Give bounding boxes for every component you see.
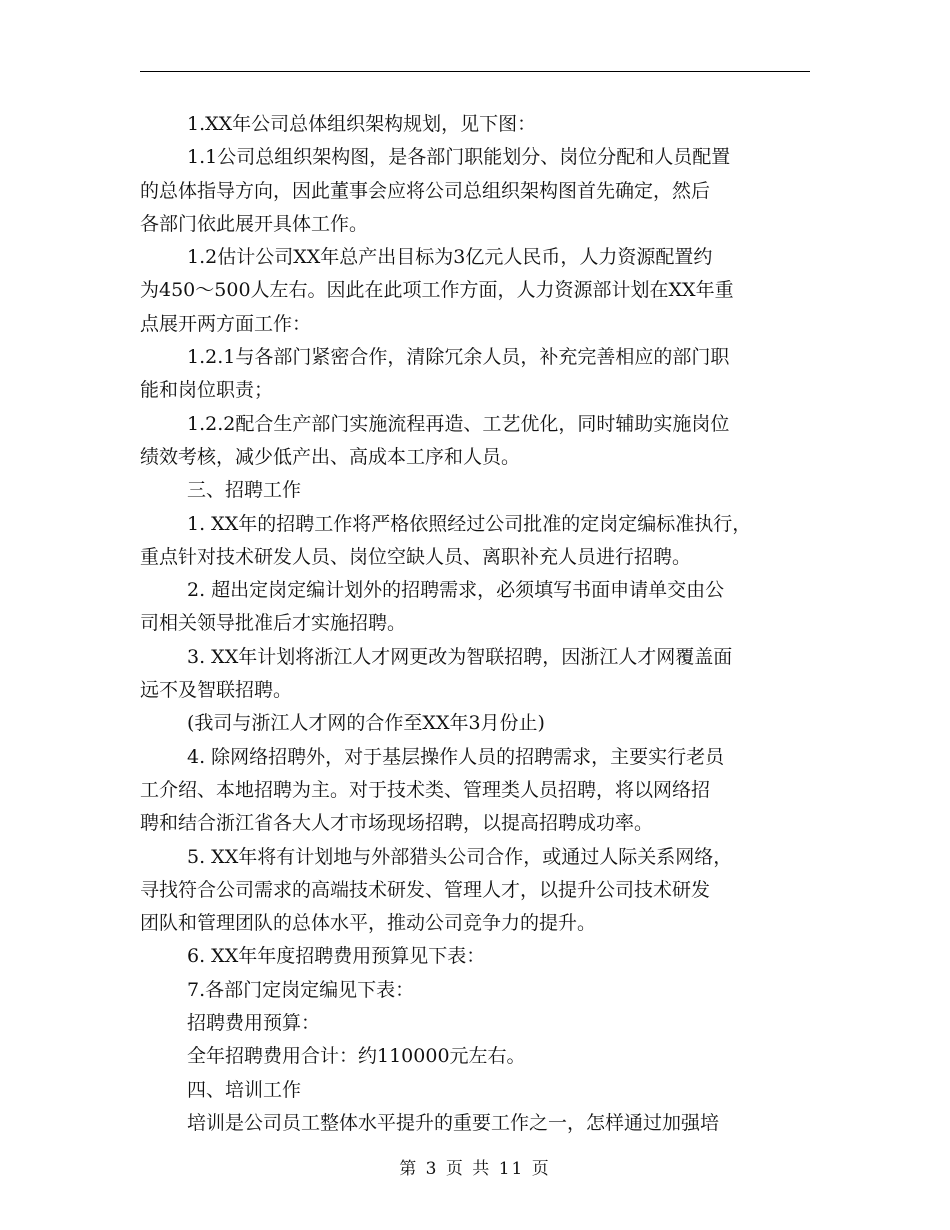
text-line: 招聘费用预算：	[187, 1012, 321, 1035]
text-line: 3. XX年计划将浙江人才网更改为智联招聘，因浙江人才网覆盖面	[187, 645, 733, 668]
text-line: 三、招聘工作	[187, 479, 302, 502]
text-line: 1.2.2配合生产部门实施流程再造、工艺优化，同时辅助实施岗位	[187, 412, 730, 435]
text-line: 绩效考核，减少低产出、高成本工序和人员。	[140, 445, 521, 468]
text-line: 培训是公司员工整体水平提升的重要工作之一，怎样通过加强培	[187, 1111, 720, 1134]
text-line: 工介绍、本地招聘为主。对于技术类、管理类人员招聘，将以网络招	[140, 778, 711, 801]
text-line: 点展开两方面工作：	[140, 312, 312, 335]
text-line: 为450～500人左右。因此在此项工作方面，人力资源部计划在XX年重	[140, 279, 734, 302]
text-line: 能和岗位职责；	[140, 379, 274, 402]
text-line: 1.XX年公司总体组织架构规划，见下图：	[187, 113, 537, 135]
text-line: 7.各部门定岗定编见下表：	[187, 978, 415, 1001]
text-line: 1. XX年的招聘工作将严格依照经过公司批准的定岗定编标准执行，	[187, 512, 752, 535]
text-line: 寻找符合公司需求的高端技术研发、管理人才，以提升公司技术研发	[140, 878, 711, 901]
text-line: 全年招聘费用合计：约110000元左右。	[187, 1045, 526, 1068]
text-line: 6. XX年年度招聘费用预算见下表：	[187, 945, 486, 968]
text-line: 聘和结合浙江省各大人才市场现场招聘，以提高招聘成功率。	[140, 812, 654, 835]
text-line: 重点针对技术研发人员、岗位空缺人员、离职补充人员进行招聘。	[140, 545, 692, 568]
text-line: 2. 超出定岗定编计划外的招聘需求，必须填写书面申请单交由公	[187, 579, 725, 602]
page-number: 第 3 页 共 11 页	[399, 1159, 551, 1179]
text-line: 1.2.1与各部门紧密合作，清除冗余人员，补充完善相应的部门职	[187, 346, 730, 369]
text-line: 远不及智联招聘。	[140, 679, 293, 702]
text-line: 5. XX年将有计划地与外部猎头公司合作，或通过人际关系网络，	[187, 845, 733, 868]
document-body	[140, 108, 810, 1140]
text-line: 1.2估计公司XX年总产出目标为3亿元人民币，人力资源配置约	[187, 246, 713, 269]
text-line: 的总体指导方向，因此董事会应将公司总组织架构图首先确定，然后	[140, 179, 711, 202]
text-line: 各部门依此展开具体工作。	[140, 212, 369, 235]
text-line: 4. 除网络招聘外，对于基层操作人员的招聘需求，主要实行老员	[187, 745, 725, 768]
text-line: 团队和管理团队的总体水平，推动公司竞争力的提升。	[140, 912, 597, 935]
text-line: 1.1公司总组织架构图，是各部门职能划分、岗位分配和人员配置	[187, 146, 731, 169]
text-line: (我司与浙江人才网的合作至XX年3月份止)	[187, 712, 545, 735]
text-line: 司相关领导批准后才实施招聘。	[140, 612, 407, 635]
text-line: 四、培训工作	[187, 1078, 302, 1101]
header-rule	[140, 71, 810, 72]
